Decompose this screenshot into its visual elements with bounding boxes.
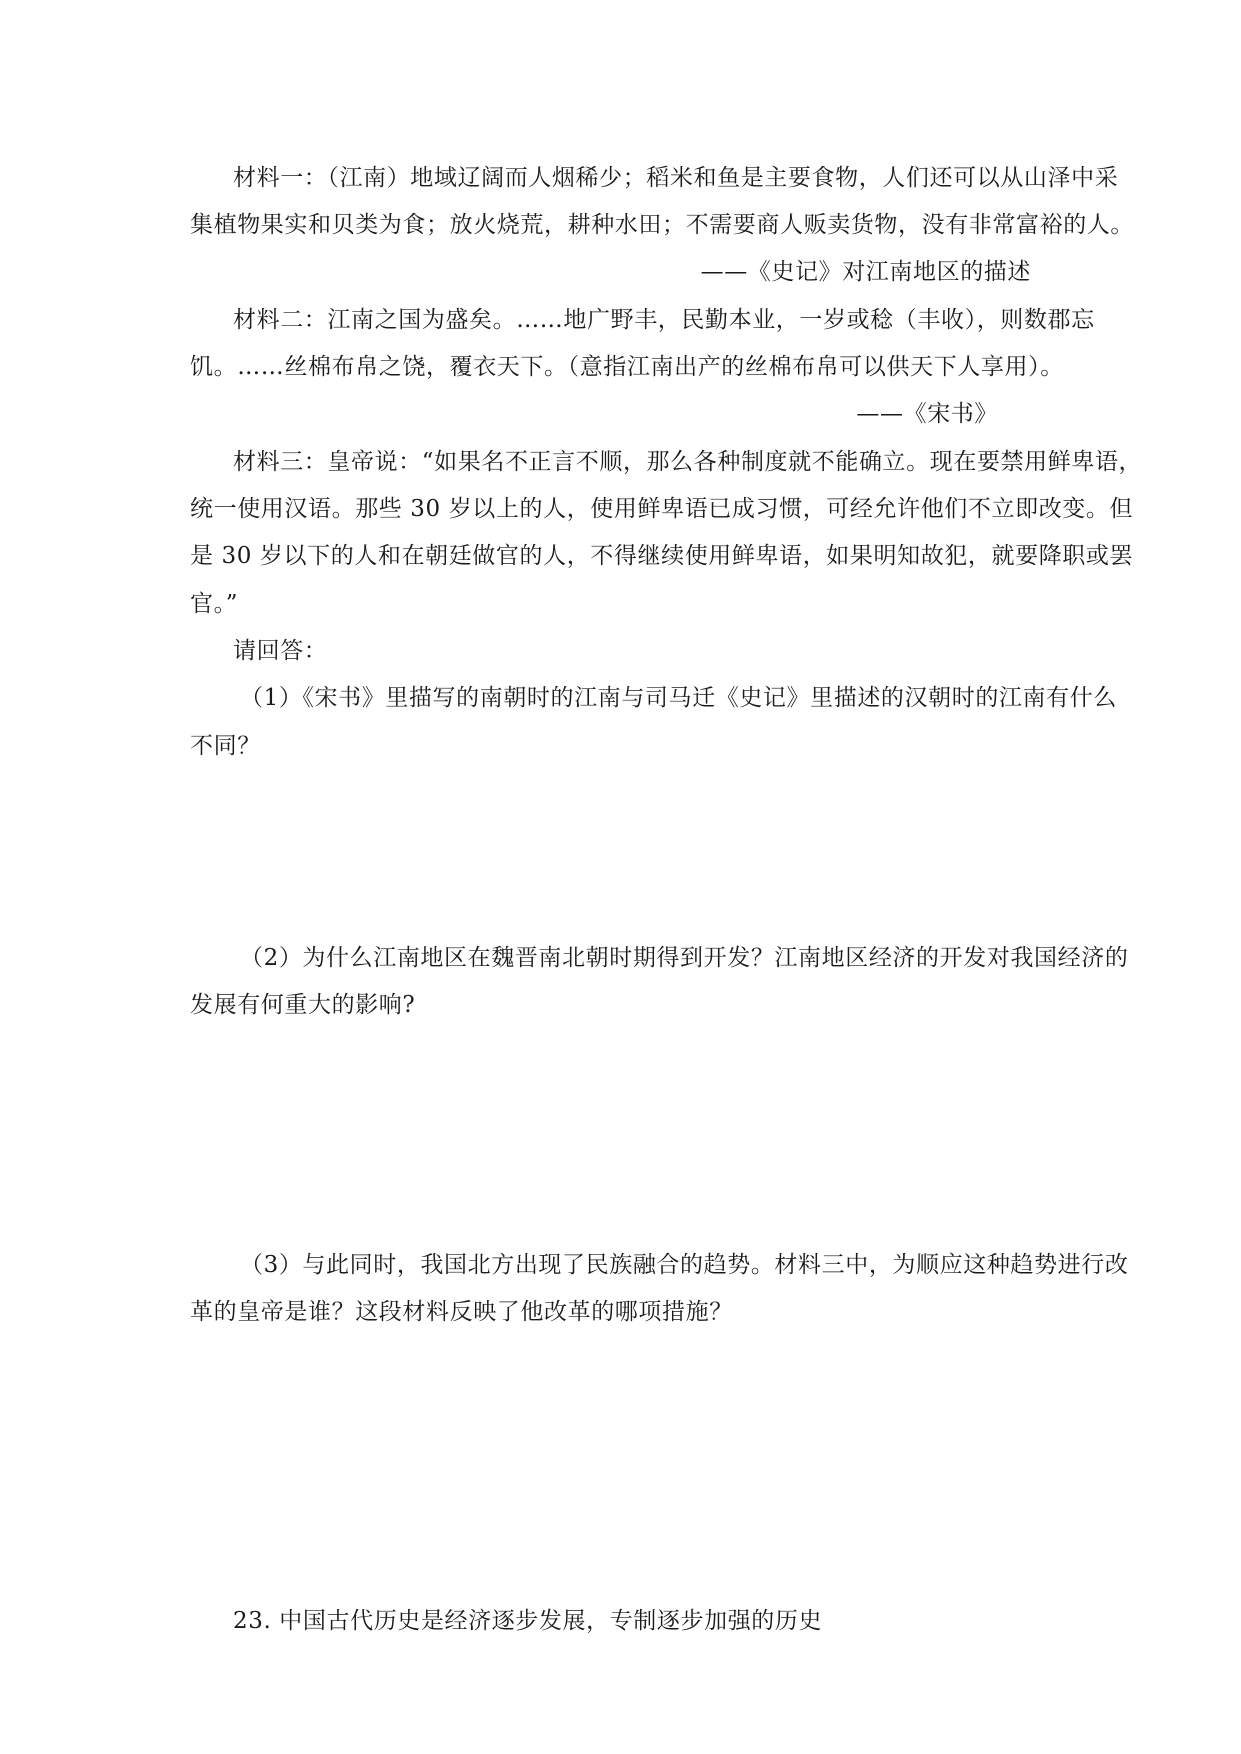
- material2-line2: 饥。……丝棉布帛之饶，覆衣天下。（意指江南出产的丝棉布帛可以供天下人享用）。: [190, 354, 1064, 380]
- question-1-line1: （1）《宋书》里描写的南朝时的江南与司马迁《史记》里描述的汉朝时的江南有什么: [240, 685, 1117, 711]
- material2-source: ——《宋书》: [856, 401, 998, 427]
- material3-line2: 统一使用汉语。那些 30 岁以上的人，使用鲜卑语已成习惯，可经允许他们不立即改变。但: [190, 496, 1134, 522]
- question-2-line2: 发展有何重大的影响?: [190, 992, 416, 1018]
- material3-line4: 官。”: [190, 591, 239, 617]
- question-2-line1: （2）为什么江南地区在魏晋南北朝时期得到开发？江南地区经济的开发对我国经济的: [240, 945, 1129, 971]
- question-23-heading: 23. 中国古代历史是经济逐步发展，专制逐步加强的历史: [233, 1608, 823, 1634]
- answer-prompt: 请回答：: [233, 638, 328, 664]
- material3-line3: 是 30 岁以下的人和在朝廷做官的人，不得继续使用鲜卑语，如果明知故犯，就要降职或罢: [190, 543, 1134, 569]
- question-1-line2: 不同？: [190, 733, 261, 759]
- material1-line1: 材料一：（江南）地域辽阔而人烟稀少；稻米和鱼是主要食物，人们还可以从山泽中采: [233, 165, 1119, 191]
- material1-line2: 集植物果实和贝类为食；放火烧荒，耕种水田；不需要商人贩卖货物，没有非常富裕的人。: [190, 212, 1134, 238]
- material2-line1: 材料二：江南之国为盛矣。……地广野丰，民勤本业，一岁或稔（丰收），则数郡忘: [233, 307, 1095, 333]
- material1-source: ——《史记》对江南地区的描述: [700, 259, 1031, 285]
- question-3-line2: 革的皇帝是谁？这段材料反映了他改革的哪项措施？: [190, 1299, 733, 1325]
- material3-line1: 材料三：皇帝说：“如果名不正言不顺，那么各种制度就不能确立。现在要禁用鲜卑语，: [233, 449, 1143, 475]
- question-3-line1: （3）与此同时，我国北方出现了民族融合的趋势。材料三中，为顺应这种趋势进行改: [240, 1252, 1129, 1278]
